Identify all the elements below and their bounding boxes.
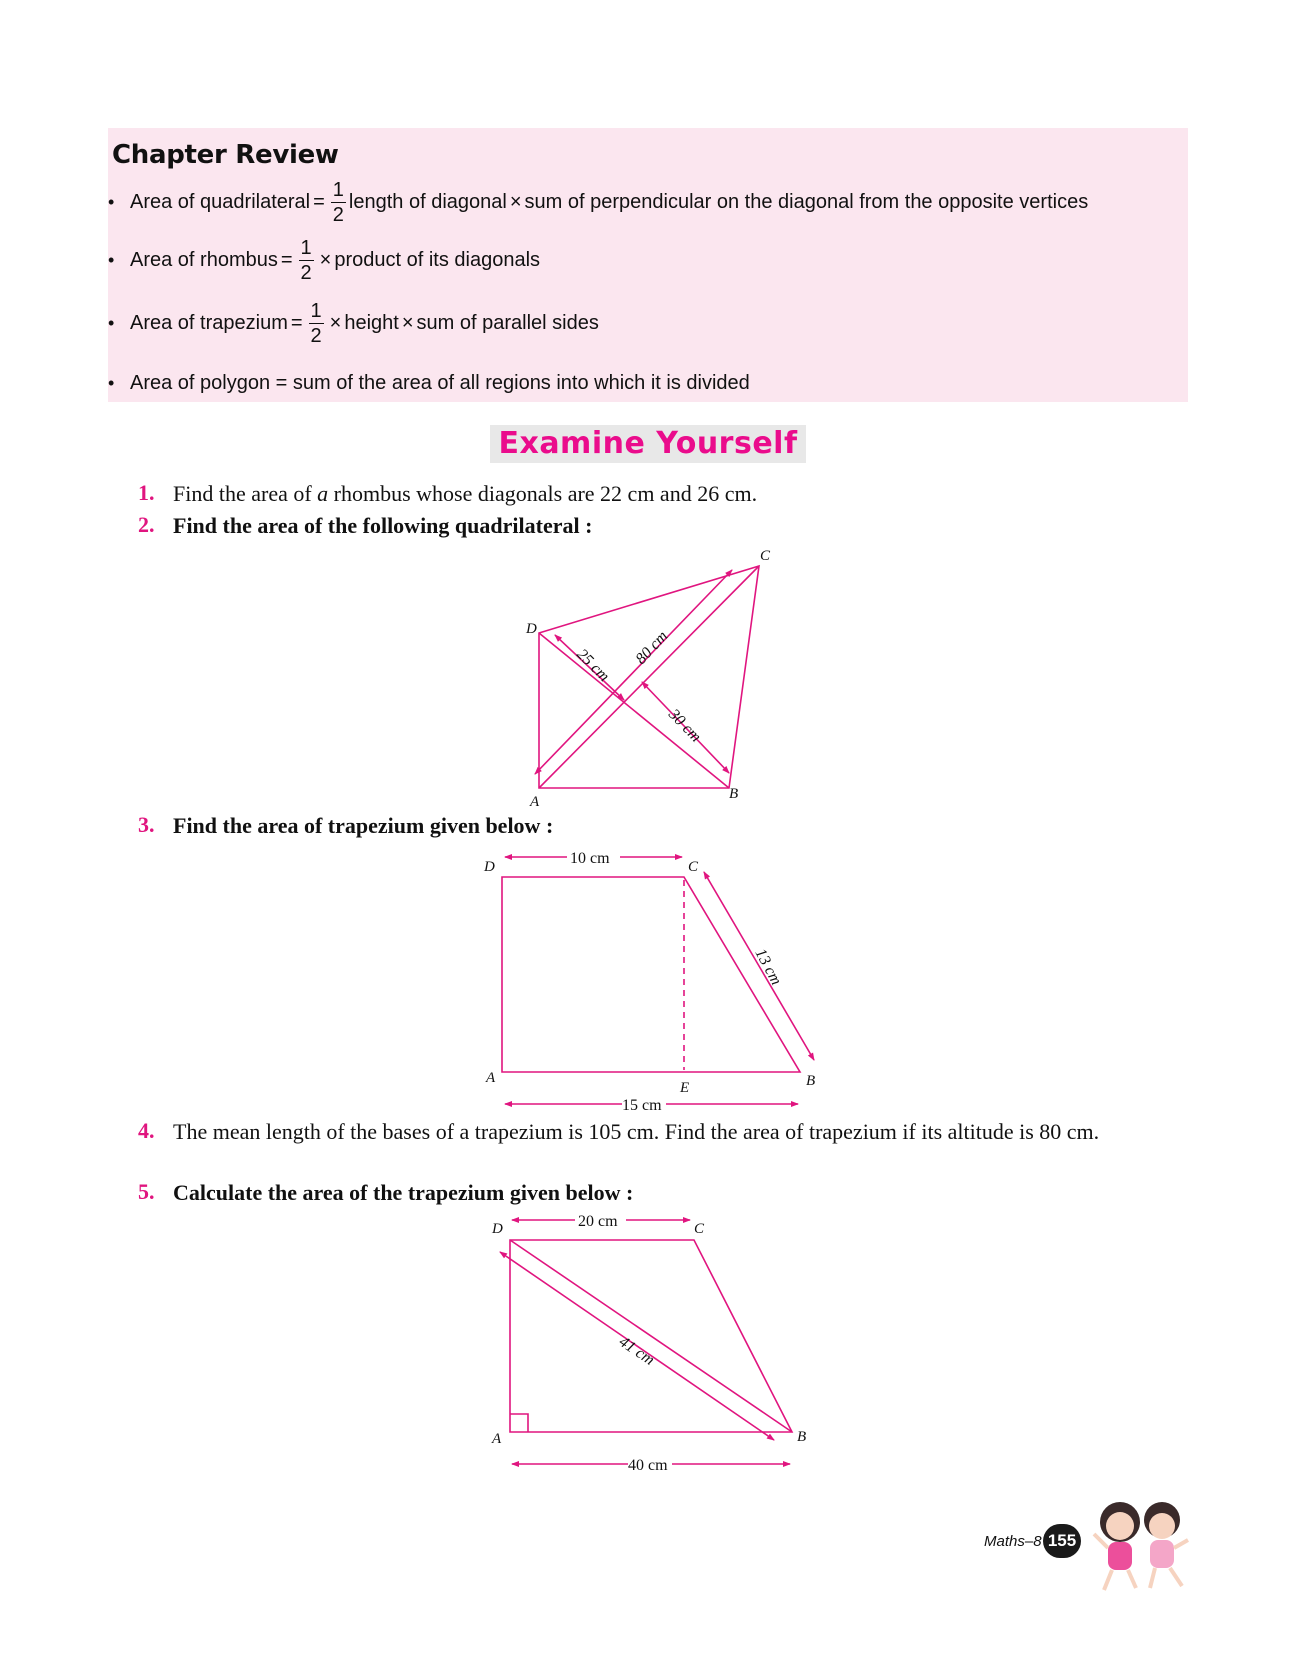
diagonal-db xyxy=(510,1240,792,1432)
figure-quadrilateral xyxy=(535,566,759,788)
chapter-review-title: Chapter Review xyxy=(112,140,339,170)
page-number-badge: 155 xyxy=(1043,1524,1081,1558)
fraction-half: $\frac{1}{2}$ xyxy=(310,300,322,347)
bullet-icon: • xyxy=(108,250,115,270)
label-c: C xyxy=(688,859,699,875)
label-30cm: 30 cm xyxy=(665,705,705,746)
examine-yourself-heading: Examine Yourself xyxy=(498,426,798,461)
label-a: A xyxy=(492,1431,502,1447)
kids-mascot-icon xyxy=(1094,1502,1188,1590)
bullet-icon: • xyxy=(108,313,115,333)
label-80cm: 80 cm xyxy=(632,627,672,668)
label-d: D xyxy=(484,859,495,875)
dimension-80cm xyxy=(535,570,732,774)
label-41cm: 41 cm xyxy=(615,1333,658,1369)
question-2: 2. Find the area of the following quadrilateral : xyxy=(138,512,593,538)
label-b: B xyxy=(797,1429,807,1445)
review-item-rhombus: • Area of rhombus = $\frac{1}{2}$ × product of its diagonals xyxy=(108,237,541,284)
question-5: 5. Calculate the area of the trapezium given below : xyxy=(138,1179,634,1205)
question-4: 4. The mean length of the bases of a trapezium is 105 cm. Find the area of trapezium if its altitude is 80 cm. xyxy=(138,1118,1100,1144)
label-15cm: 15 cm xyxy=(622,1097,662,1114)
right-angle-mark xyxy=(510,1414,528,1432)
question-1: 1. Find the area of a rhombus whose diagonals are 22 cm and 26 cm. xyxy=(138,480,758,506)
label-a: A xyxy=(530,794,540,810)
label-c: C xyxy=(760,548,771,564)
question-3: 3. Find the area of trapezium given below : xyxy=(138,812,554,838)
label-10cm: 10 cm xyxy=(570,850,610,867)
label-c: C xyxy=(694,1221,705,1237)
review-item-trapezium: • Area of trapezium = $\frac{1}{2}$ × height × sum of parallel sides xyxy=(108,300,599,347)
bullet-icon: • xyxy=(108,373,115,393)
review-item-quadrilateral: • Area of quadrilateral = $\frac{1}{2}$ length of diagonal × sum of perpendicular on the diagonal from the opposite vertices xyxy=(108,179,1089,226)
bullet-icon: • xyxy=(108,192,115,212)
trapezium-outline xyxy=(502,877,800,1072)
label-20cm: 20 cm xyxy=(578,1213,618,1230)
footer-book-label: Maths–8 xyxy=(984,1533,1042,1550)
label-e: E xyxy=(680,1080,690,1096)
label-b: B xyxy=(806,1073,816,1089)
fraction-half: $\frac{1}{2}$ xyxy=(332,179,344,226)
label-25cm: 25 cm xyxy=(573,645,613,686)
label-13cm: 13 cm xyxy=(751,945,785,989)
figure-trapezium-2 xyxy=(500,1220,792,1464)
label-d: D xyxy=(492,1221,503,1237)
fraction-half: $\frac{1}{2}$ xyxy=(300,237,312,284)
label-a: A xyxy=(486,1070,496,1086)
review-item-polygon: • Area of polygon = sum of the area of all regions into which it is divided xyxy=(108,372,750,394)
label-40cm: 40 cm xyxy=(628,1457,668,1474)
label-b: B xyxy=(729,786,739,802)
label-d: D xyxy=(526,621,537,637)
